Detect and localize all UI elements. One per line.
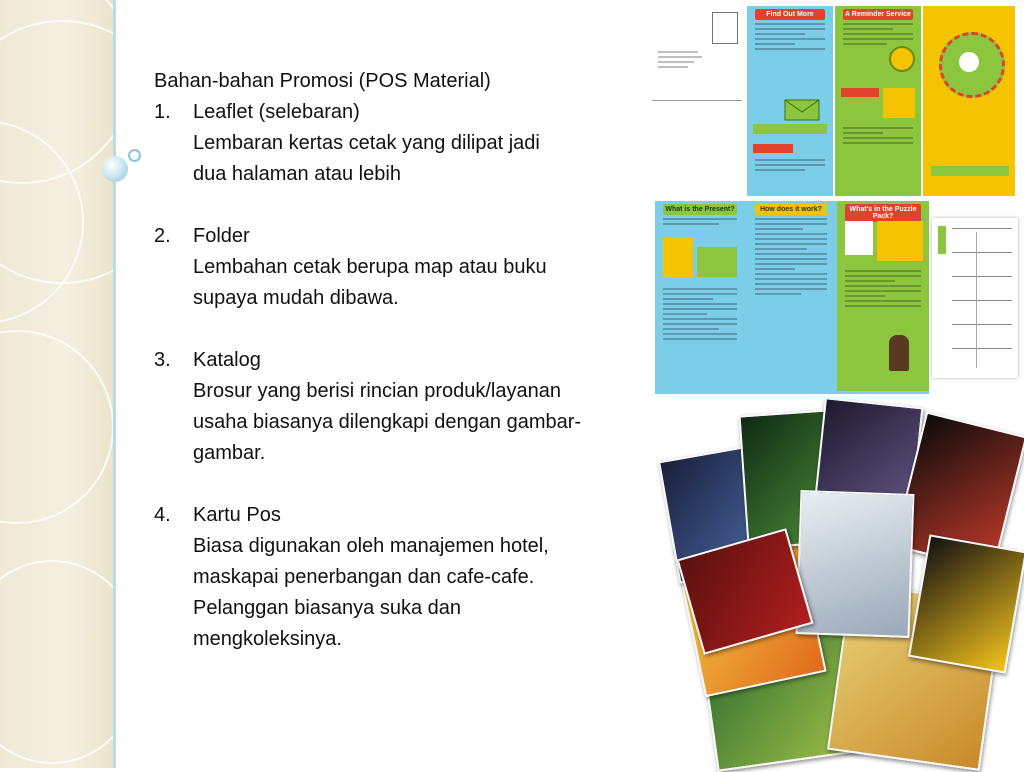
leaflet-reminder-panel — [835, 6, 921, 196]
panel-title: What's in the Puzzle Pack? — [845, 204, 921, 222]
decorative-ring — [0, 330, 113, 524]
item-number: 4. — [154, 504, 171, 526]
get-poster-label — [841, 88, 879, 97]
leaflet-find-out-panel — [747, 6, 833, 196]
description-line: Lembaran kertas cetak yang dilipat jadi — [193, 132, 540, 154]
item-title: Folder — [193, 225, 250, 247]
postcard — [908, 534, 1024, 673]
list-item — [154, 221, 634, 314]
description-line: gambar. — [193, 442, 266, 464]
leaflet-address-panel — [650, 6, 745, 196]
item-number: 1. — [154, 101, 171, 123]
description-line: maskapai penerbangan dan cafe-cafe. — [193, 566, 535, 588]
list-item — [154, 97, 634, 190]
item-description — [193, 252, 634, 314]
decorative-bubble-small — [128, 149, 141, 162]
item-description — [193, 128, 634, 190]
description-line: supaya mudah dibawa. — [193, 287, 399, 309]
decorative-bubble — [102, 156, 128, 182]
description-line: Brosur yang berisi rincian produk/layanan — [193, 380, 561, 402]
cover-banner — [931, 166, 1009, 176]
item-description — [193, 376, 634, 469]
gift-graphic — [697, 247, 737, 277]
puzzle-card — [877, 221, 923, 261]
leaflet-cover-panel — [923, 6, 1015, 196]
oxfam-logo — [959, 52, 979, 72]
description-line: dua halaman atau lebih — [193, 163, 401, 185]
item-number: 3. — [154, 349, 171, 371]
item-title: Leaflet (selebaran) — [193, 101, 360, 123]
leaflet-what-panel — [655, 201, 745, 391]
description-line: mengkoleksinya. — [193, 628, 342, 650]
leaflet-puzzle-panel — [837, 201, 929, 391]
leaflet-inside-image — [655, 201, 929, 394]
panel-title: How does it work? — [755, 204, 827, 215]
item-title: Kartu Pos — [193, 504, 281, 526]
parents-poster — [883, 88, 915, 118]
description-line: Pelanggan biasanya suka dan — [193, 597, 461, 619]
website-banner — [753, 124, 827, 134]
child-figure — [889, 335, 909, 371]
panel-title: Find Out More — [755, 9, 825, 20]
going-green-label — [753, 144, 793, 153]
leaflet-front-image — [650, 6, 1015, 196]
description-line: usaha biasanya dilengkapi dengan gambar- — [193, 411, 582, 433]
description-line: Biasa digunakan oleh manajemen hotel, — [193, 535, 549, 557]
leaflet-how-panel — [747, 201, 835, 391]
decorative-divider — [113, 0, 116, 768]
panel-title: What is the Present? — [663, 204, 737, 215]
item-title: Katalog — [193, 349, 261, 371]
form-header — [938, 226, 946, 254]
item-number: 2. — [154, 225, 171, 247]
decorative-sidebar — [0, 0, 113, 768]
decorative-ring — [0, 560, 113, 764]
item-description — [193, 531, 634, 655]
list-item — [154, 500, 634, 655]
registration-form-image — [932, 218, 1018, 378]
slide-heading: Bahan-bahan Promosi (POS Material) — [154, 70, 491, 92]
clock-icon — [889, 46, 915, 72]
description-line: Lembahan cetak berupa map atau buku — [193, 256, 547, 278]
list-item — [154, 345, 634, 469]
slide-content — [154, 66, 634, 655]
postcards-collage-image — [668, 402, 1020, 764]
gift-graphic — [663, 237, 693, 277]
panel-title: A Reminder Service — [843, 9, 913, 20]
postcard — [796, 490, 915, 638]
puzzle-card — [845, 221, 873, 255]
envelope-icon — [783, 94, 823, 124]
stamp-box — [712, 12, 738, 44]
